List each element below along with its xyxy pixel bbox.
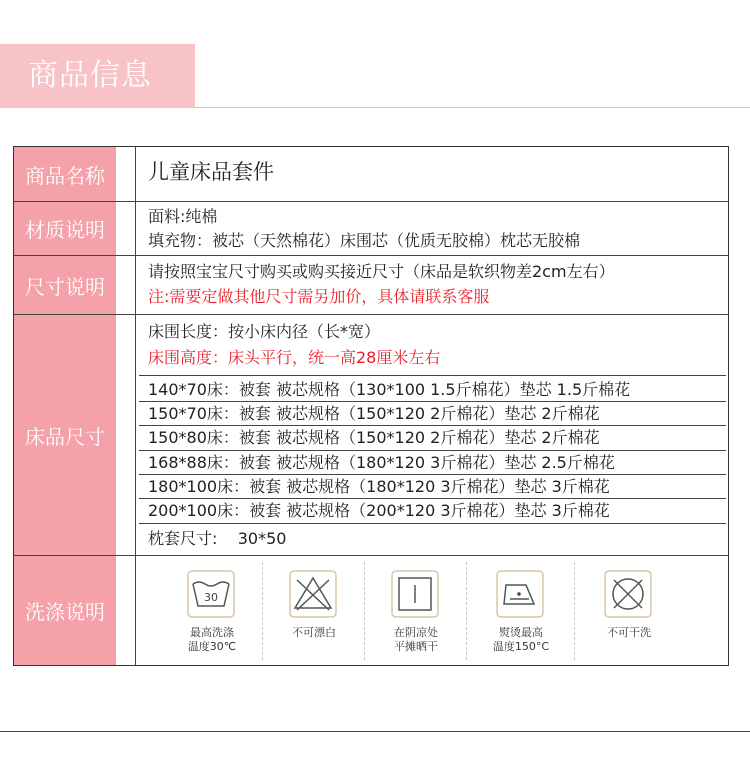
guard-length: 床围长度：按小床内径（长*宽） (148, 322, 381, 341)
spec-line: 140*70床：被套 被芯规格（130*100 1.5斤棉花）垫芯 1.5斤棉花 (148, 380, 631, 399)
spec-line: 150*70床：被套 被芯规格（150*120 2斤棉花）垫芯 2斤棉花 (148, 404, 600, 423)
size-advice: 请按照宝宝尺寸购买或购买接近尺寸（床品是软织物差2cm左右） (148, 262, 615, 281)
footer-divider (0, 731, 750, 732)
guard-height: 床围高度：床头平行，统一高28厘米左右 (148, 348, 441, 367)
care-item (157, 556, 267, 665)
svg-text:30: 30 (204, 591, 218, 604)
product-name-value: 儿童床品套件 (148, 160, 274, 184)
spec-line: 180*100床：被套 被芯规格（180*120 3斤棉花）垫芯 3斤棉花 (148, 477, 610, 496)
care-text: 不可漂白 (292, 626, 336, 639)
care-item (466, 556, 576, 665)
size-custom-note: 注:需要定做其他尺寸需另加价，具体请联系客服 (148, 287, 490, 306)
pillow-size: 枕套尺寸: 30*50 (148, 529, 287, 548)
product-info-table (13, 146, 729, 666)
spec-line: 168*88床：被套 被芯规格（180*120 3斤棉花）垫芯 2.5斤棉花 (148, 453, 615, 472)
spec-line: 150*80床：被套 被芯规格（150*120 2斤棉花）垫芯 2斤棉花 (148, 428, 600, 447)
header-divider (195, 107, 750, 108)
iron-icon (496, 570, 544, 618)
row-bedding-size (14, 315, 728, 556)
care-text: 熨烫最高 温度150°C (492, 626, 550, 653)
care-item (361, 556, 471, 665)
care-item (259, 556, 369, 665)
row-label: 材质说明 (14, 202, 126, 255)
care-text: 在阴凉处 平摊晒干 (394, 626, 438, 653)
care-text: 最高洗涤 温度30℃ (187, 626, 237, 653)
dry-in-shade-icon (391, 570, 439, 618)
row-label: 洗涤说明 (14, 556, 126, 665)
spec-line: 200*100床：被套 被芯规格（200*120 3斤棉花）垫芯 3斤棉花 (148, 501, 610, 520)
material-filling: 填充物：被芯（天然棉花）床围芯（优质无胶棉）枕芯无胶棉 (148, 231, 581, 250)
row-care (14, 556, 728, 665)
section-title: 商品信息 (28, 58, 152, 93)
no-bleach-icon (289, 570, 337, 618)
section-header (0, 44, 195, 108)
row-size (14, 256, 728, 315)
row-label: 床品尺寸 (14, 315, 126, 555)
row-product-name (14, 147, 728, 202)
material-fabric: 面料:纯棉 (148, 207, 218, 226)
care-text: 不可干洗 (607, 626, 651, 639)
row-material (14, 202, 728, 256)
row-label: 尺寸说明 (14, 256, 126, 314)
row-label: 商品名称 (14, 147, 126, 201)
care-item (574, 556, 684, 665)
wash-30-icon (187, 570, 235, 618)
no-dry-clean-icon (604, 570, 652, 618)
